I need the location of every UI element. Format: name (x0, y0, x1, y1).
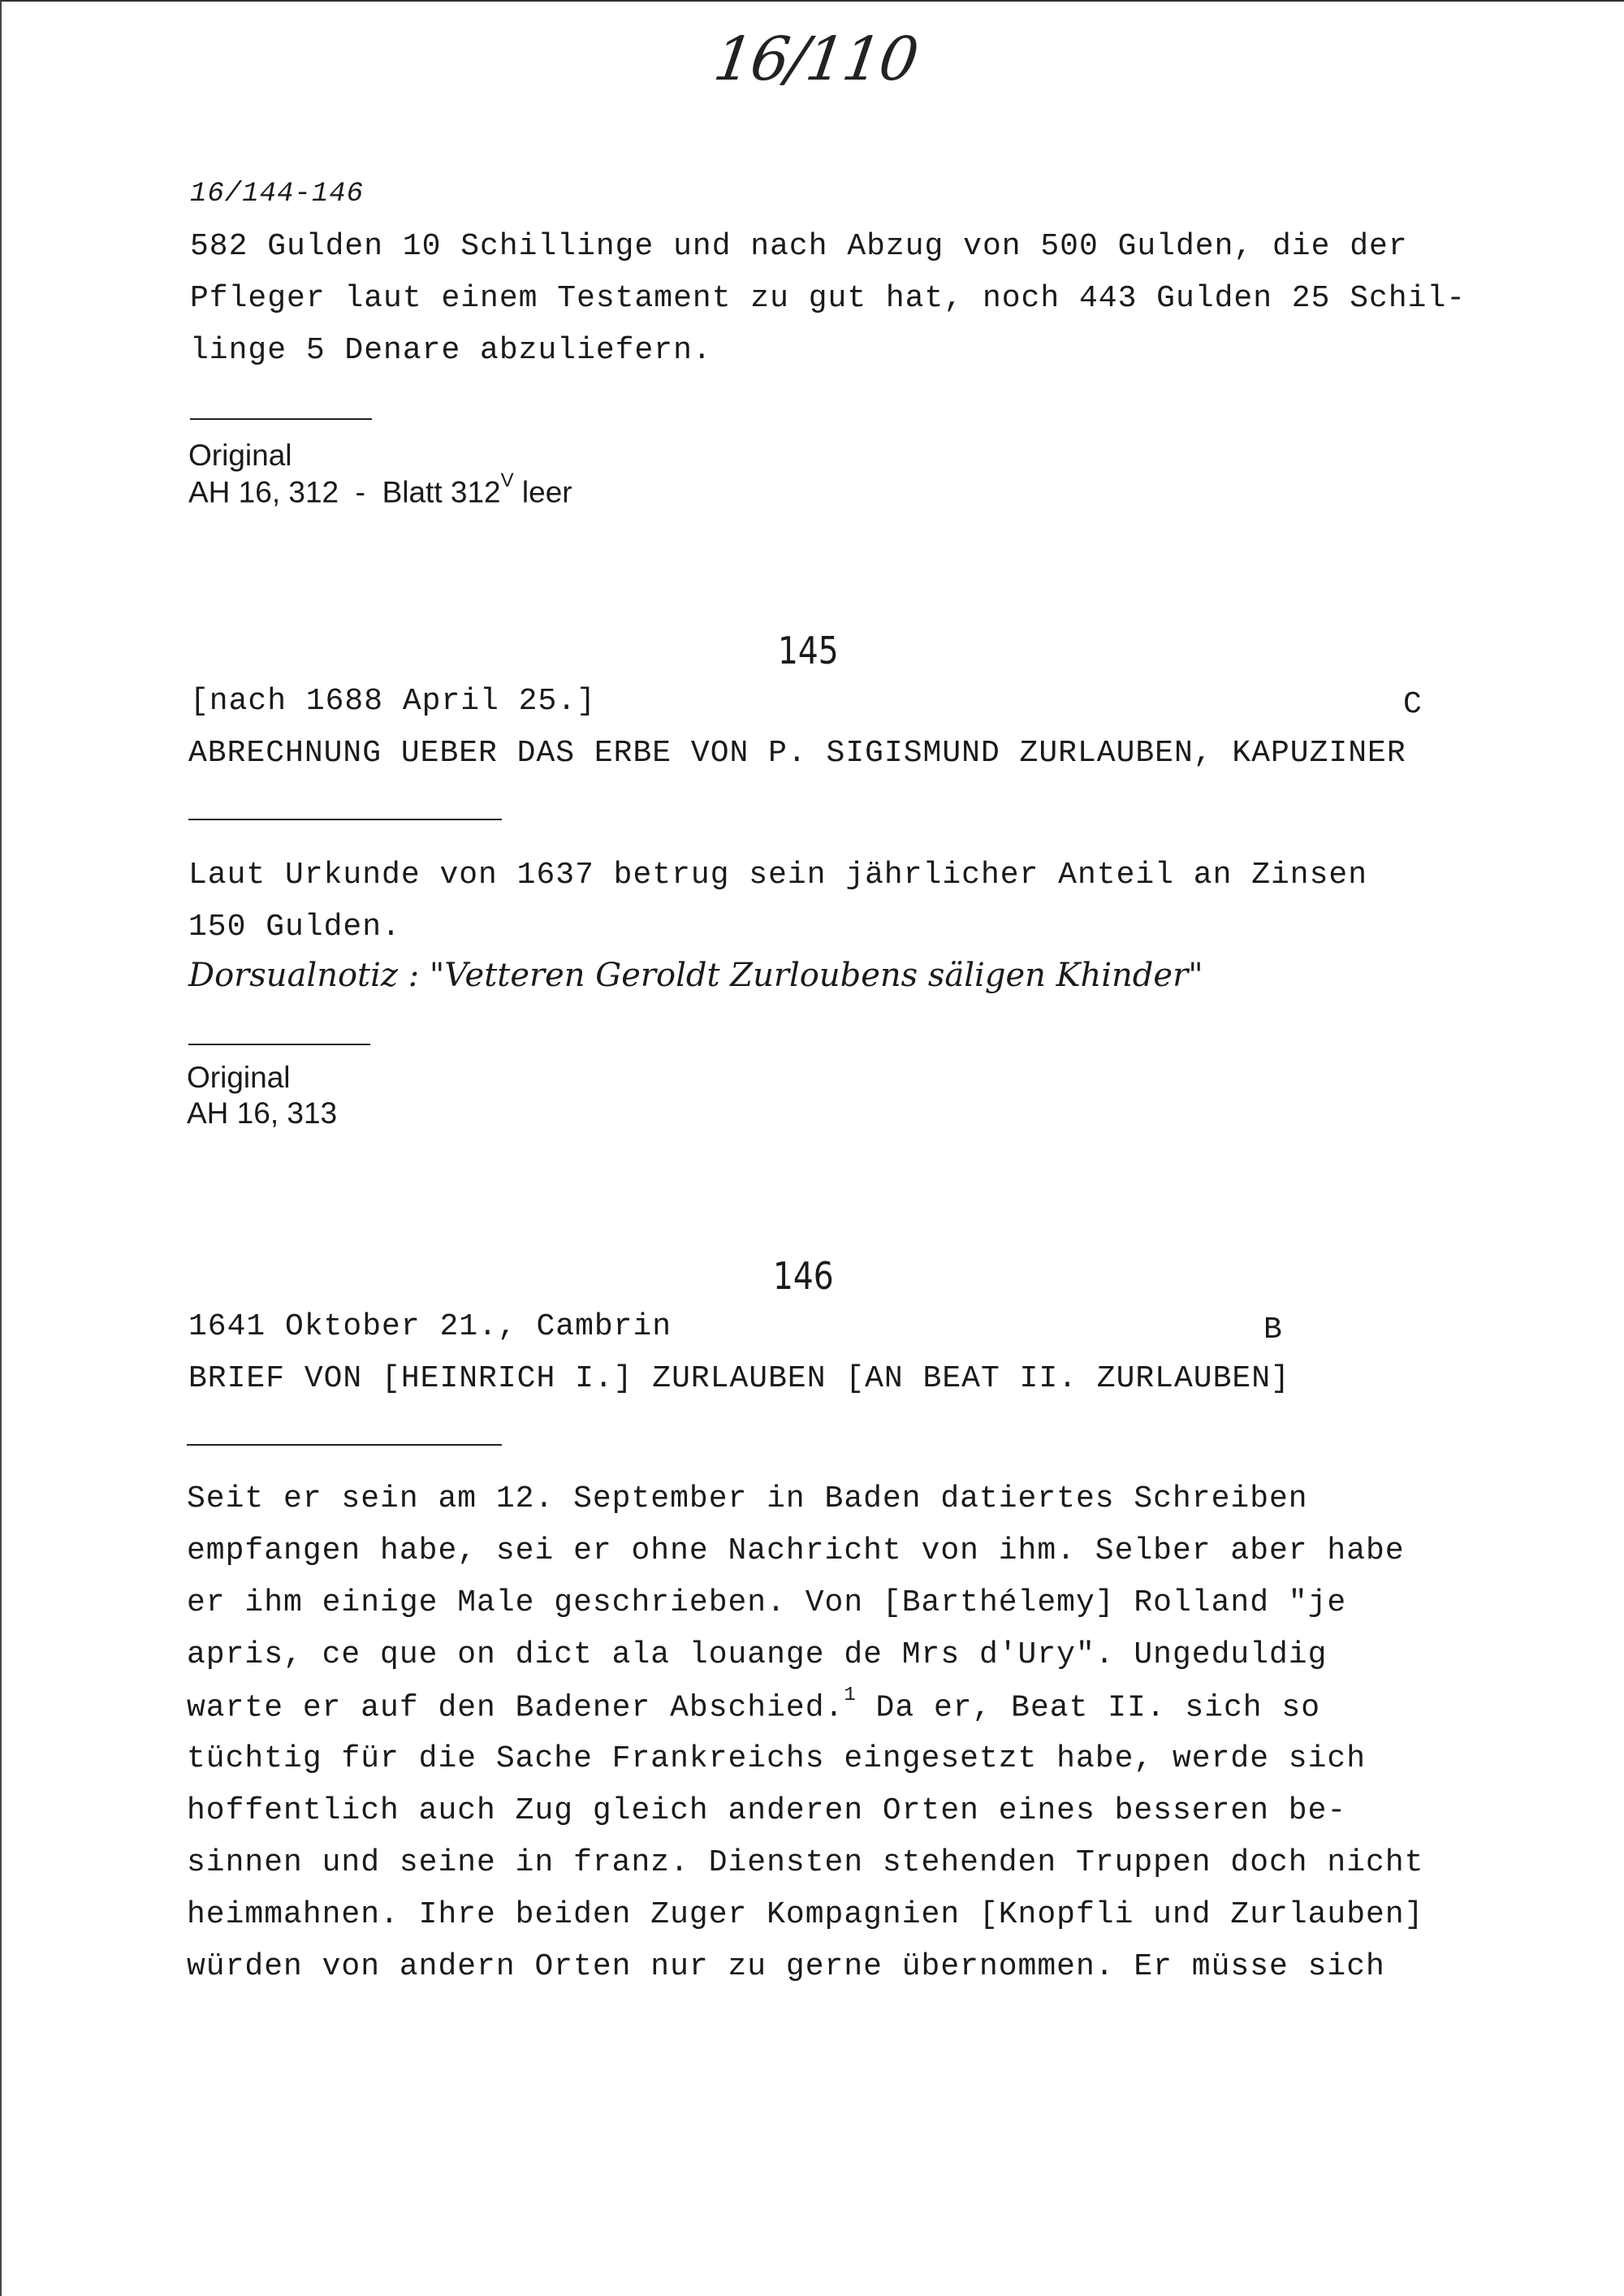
body-line: tüchtig für die Sache Frankreichs eingesetzt habe, werde sich (187, 1741, 1367, 1776)
body-line: empfangen habe, sei er ohne Nachricht von ihm. Selber aber habe (187, 1533, 1405, 1568)
source-reference-text: AH 16, 312 - Blatt 312 (188, 475, 501, 509)
body-line: Pfleger laut einem Testament zu gut hat, noch 443 Gulden 25 Schil- (190, 281, 1466, 316)
body-line: 150 Gulden. (188, 910, 401, 945)
body-line: apris, ce que on dict ala louange de Mrs d'Ury". Ungeduldig (187, 1637, 1328, 1672)
source-label: Original (187, 1061, 291, 1094)
dorsual-label: Dorsualnotiz (188, 957, 398, 994)
body-line: Seit er sein am 12. September in Baden datiertes Schreiben (187, 1481, 1308, 1516)
document-date: [nach 1688 April 25.] (190, 684, 596, 719)
divider (190, 418, 372, 420)
document-number: 145 (778, 629, 839, 672)
divider (188, 819, 502, 820)
body-line: würden von andern Orten nur zu gerne übernommen. Er müsse sich (187, 1949, 1385, 1984)
document-heading: BRIEF VON [HEINRICH I.] ZURLAUBEN [AN BEAT II. ZURLAUBEN] (188, 1361, 1290, 1396)
body-line: Laut Urkunde von 1637 betrug sein jährlicher Anteil an Zinsen (188, 858, 1368, 893)
divider (187, 1444, 502, 1446)
document-category: B (1263, 1312, 1283, 1347)
source-reference: AH 16, 313 (187, 1096, 338, 1130)
body-line-text: Da er, Beat II. sich so (856, 1690, 1321, 1726)
document-heading: ABRECHNUNG UEBER DAS ERBE VON P. SIGISMUND ZURLAUBEN, KAPUZINER (188, 736, 1406, 771)
dorsual-text: "Vetteren Geroldt Zurloubens säligen Khinder" (429, 957, 1203, 994)
source-reference (188, 469, 572, 509)
body-line: heimmahnen. Ihre beiden Zuger Kompagnien [Knopfli und Zurlauben] (187, 1897, 1424, 1932)
dorsual-note (188, 957, 1203, 994)
body-line: sinnen und seine in franz. Diensten stehenden Truppen doch nicht (187, 1845, 1424, 1880)
source-label: Original (188, 439, 292, 472)
body-line-text: warte er auf den Badener Abschied. (187, 1690, 844, 1726)
document-reference: 16/144-146 (190, 179, 365, 210)
document-category: C (1403, 687, 1423, 722)
verso-superscript: V (500, 469, 514, 491)
divider (188, 1044, 370, 1045)
dorsual-separator: : (398, 957, 430, 994)
source-reference-tail: leer (513, 475, 572, 509)
body-line: linge 5 Denare abzuliefern. (190, 333, 712, 368)
document-number: 146 (773, 1254, 834, 1298)
document-date: 1641 Oktober 21., Cambrin (188, 1309, 672, 1344)
handwritten-page-reference: 16/110 (709, 24, 922, 94)
footnote-marker: 1 (844, 1684, 857, 1706)
body-line: 582 Gulden 10 Schillinge und nach Abzug von 500 Gulden, die der (190, 229, 1408, 264)
body-line: hoffentlich auch Zug gleich anderen Orten eines besseren be- (187, 1793, 1347, 1828)
body-line: er ihm einige Male geschrieben. Von [Barthélemy] Rolland "je (187, 1585, 1347, 1620)
body-line (187, 1684, 1321, 1726)
